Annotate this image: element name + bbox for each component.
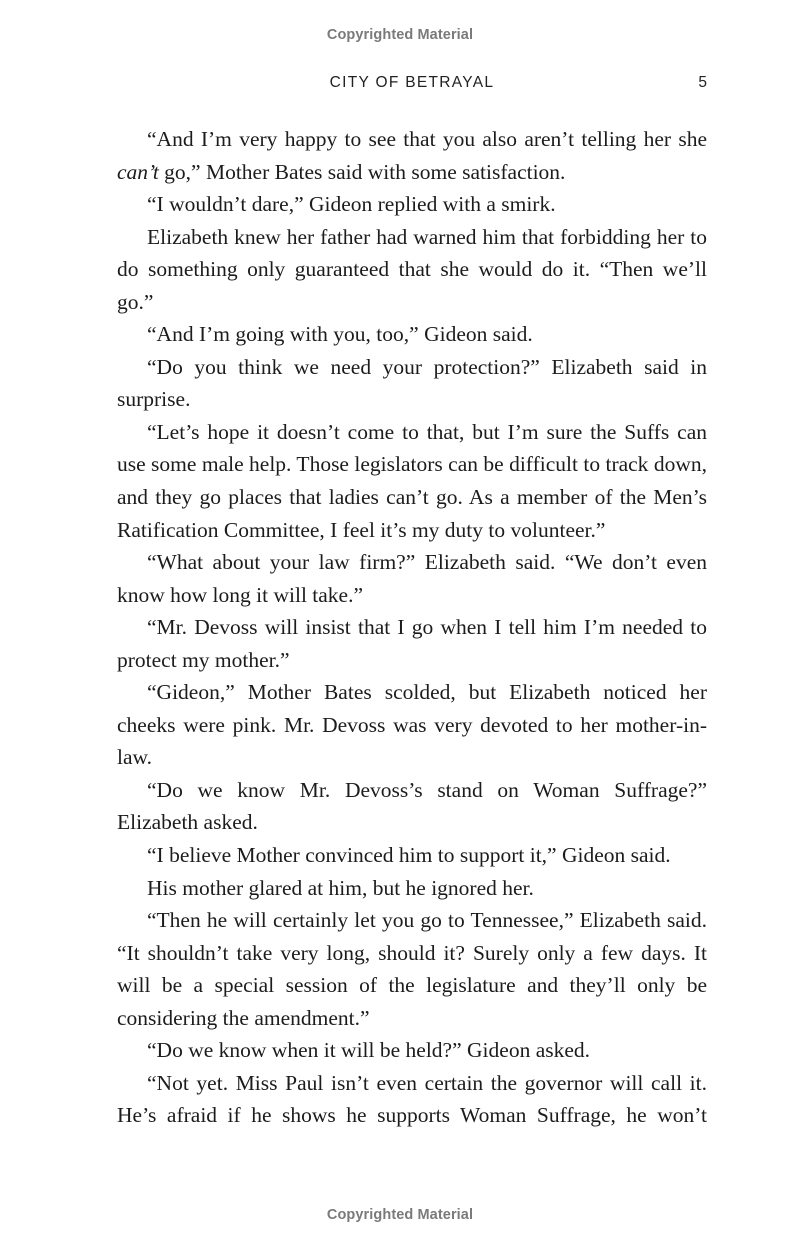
copyright-watermark-bottom: Copyrighted Material [326,1207,474,1223]
paragraph: “What about your law firm?” Elizabeth said. “We don’t even know how long it will take.” [117,550,707,607]
paragraph: “Mr. Devoss will insist that I go when I tell him I’m needed to protect my mother.” [117,615,707,672]
paragraph: Elizabeth knew her father had warned him that forbidding her to do something only guaranteed that she would do it. “Then we’ll go.” [117,224,707,314]
book-title: CITY OF BETRAYAL [329,74,495,91]
copyright-watermark-top: Copyrighted Material [326,27,474,43]
emphasis-text: can’t [117,159,159,184]
paragraph: “Do we know Mr. Devoss’s stand on Woman Suffrage?” Elizabeth asked. [117,777,707,835]
paragraph: “And I’m going with you, too,” Gideon said. [147,322,533,347]
paragraph: “I believe Mother convinced him to support it,” Gideon said. [147,843,671,868]
page-number: 5 [698,74,707,91]
paragraph [117,123,707,188]
paragraph: “Not yet. Miss Paul isn’t even certain the governor will call it. He’s afraid if he shows he supports Woman Suffrage, he won’t [117,1070,707,1128]
paragraph: “Let’s hope it doesn’t come to that, but I’m sure the Suffs can use some male help. Those legislators can be difficult to track down, and they go places that ladies can’t go. As a member of the Men’s Ratification Committee, I feel it’s my duty to volunteer.” [117,419,707,542]
running-head [0,74,800,94]
paragraph: “Then he will certainly let you go to Tennessee,” Elizabeth said. “It shouldn’t take very long, should it? Surely only a few days. It will be a special session of the legislature and they’ll only be considering the amendment.” [117,908,707,1030]
body-text [117,123,707,1132]
paragraph-text: go,” Mother Bates said with some satisfaction. [158,159,566,184]
paragraph: “Gideon,” Mother Bates scolded, but Elizabeth noticed her cheeks were pink. Mr. Devoss was very devoted to her mother-in-law. [117,680,707,770]
paragraph: His mother glared at him, but he ignored her. [147,875,534,900]
paragraph: “Do we know when it will be held?” Gideon asked. [147,1038,591,1063]
paragraph: “Do you think we need your protection?” Elizabeth said in surprise. [117,354,707,412]
paragraph: “I wouldn’t dare,” Gideon replied with a smirk. [147,192,556,217]
paragraph-text: “And I’m very happy to see that you also aren’t telling her she [147,127,707,151]
